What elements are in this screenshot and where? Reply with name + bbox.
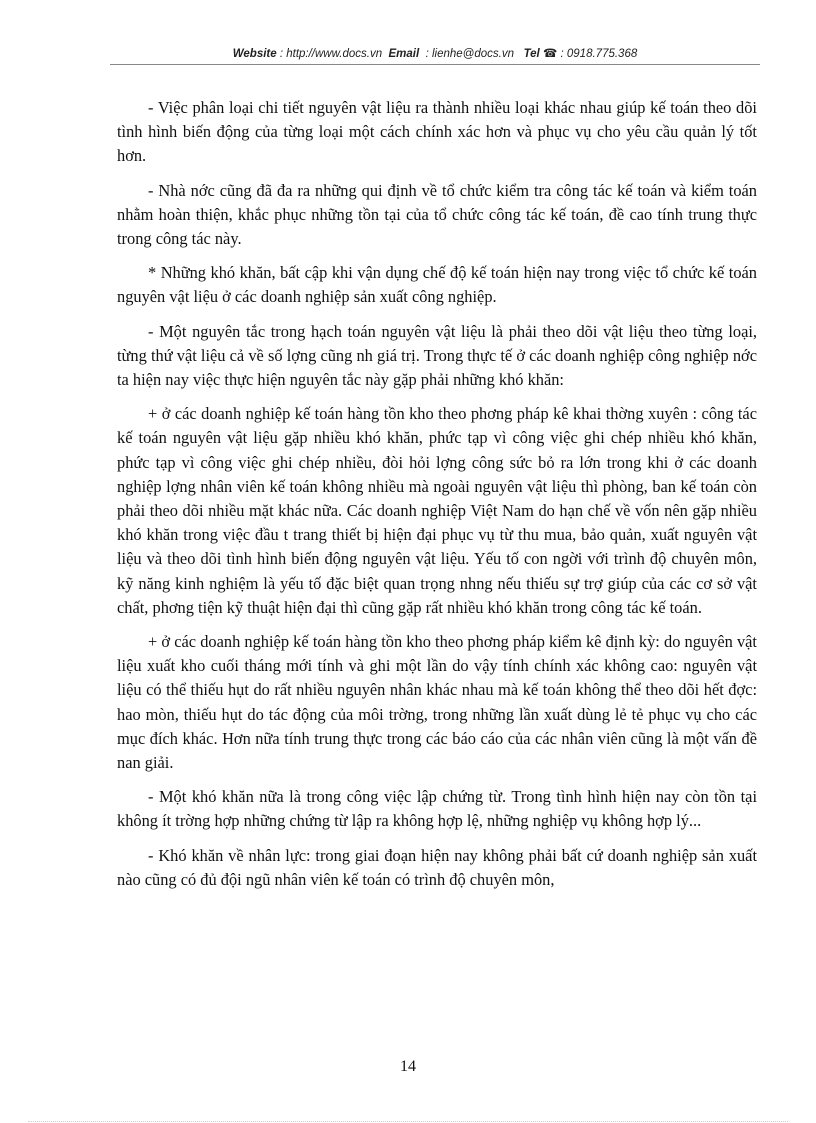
paragraph: + ở các doanh nghiệp kế toán hàng tồn kho theo phơng pháp kê khai thờng xuyên : công tác kế toán nguyên vật liệu gặp nhiều khó khăn, phức tạp vì công việc ghi chép nhiều khó khăn, phức tạp vì công việc ghi chép nhiều, đòi hỏi lợng công sức bỏ ra lớn trong khi ở các doanh nghiệp lợng nhân viên kế toán không nhiều mà ngoài nguyên vật liệu thì phòng, ban kế toán còn phải theo dõi nhiều mặt khác nữa. Các doanh nghiệp Việt Nam do hạn chế về vốn nên gặp nhiều khó khăn trong việc đầu t trang thiết bị hiện đại phục vụ từ thu mua, bảo quản, xuất nguyên vật liệu và theo dõi tình hình biến động nguyên vật liệu. Yếu tố con ngời với trình độ chuyên môn, kỹ năng kinh nghiệm là yếu tố đặc biệt quan trọng nhng nếu thiếu sự trợ giúp của các cơ sở vật chất, phơng tiện kỹ thuật hiện đại thì cũng gặp rất nhiều khó khăn trong công tác kế toán.	[117, 404, 757, 617]
paragraph: + ở các doanh nghiệp kế toán hàng tồn kho theo phơng pháp kiểm kê định kỳ: do nguyên vật liệu xuất kho cuối tháng mới tính và ghi một lần do vậy tính chính xác không cao: nguyên vật liệu có thể thiếu hụt do rất nhiều nguyên nhân khác nhau mà kế toán không thể theo dõi hết đợc: hao mòn, thiếu hụt do tác động của môi trờng, trong những lần xuất dùng lẻ tẻ phục vụ cho các mục đích khác. Hơn nữa tính trung thực trong các báo cáo của các nhân viên cũng là một vấn đề nan giải.	[117, 632, 757, 773]
telephone-icon: ☎	[542, 48, 558, 60]
footer-divider	[28, 1121, 788, 1122]
tel-value: 0918.775.368	[566, 48, 638, 60]
paragraph: * Những khó khăn, bất cập khi vận dụng chế độ kế toán hiện nay trong việc tổ chức kế toán nguyên vật liệu ở các doanh nghiệp sản xuất công nghiệp.	[117, 263, 757, 307]
page-header: Website : http://www.docs.vn Email : lienhe@docs.vn Tel ☎ : 0918.775.368	[232, 48, 638, 60]
email-value[interactable]: lienhe@docs.vn	[431, 48, 514, 60]
document-body	[117, 96, 757, 902]
paragraph: - Việc phân loại chi tiết nguyên vật liệu ra thành nhiều loại khác nhau giúp kế toán theo dõi tình hình biến động của từng loại một cách chính xác hơn và phục vụ cho yêu cầu quản lý tốt hơn.	[117, 98, 757, 166]
website-url[interactable]: http://www.docs.vn	[286, 48, 383, 60]
page-number: 14	[400, 1058, 416, 1075]
header-divider	[110, 64, 760, 65]
paragraph: - Một khó khăn nữa là trong công việc lập chứng từ. Trong tình hình hiện nay còn tồn tại không ít trờng hợp những chứng từ lập ra không hợp lệ, những nghiệp vụ không hợp lý...	[117, 787, 757, 831]
paragraph: - Nhà nớc cũng đã đa ra những qui định về tổ chức kiểm tra công tác kế toán và kiểm toán nhằm hoàn thiện, khắc phục những tồn tại của tổ chức công tác kế toán, đề cao tính trung thực trong công tác này.	[117, 180, 757, 249]
paragraph: - Khó khăn về nhân lực: trong giai đoạn hiện nay không phải bất cứ doanh nghiệp sản xuất nào cũng có đủ đội ngũ nhân viên kế toán có trình độ chuyên môn,	[117, 845, 757, 889]
tel-label: Tel	[523, 48, 540, 60]
paragraph: - Một nguyên tắc trong hạch toán nguyên vật liệu là phải theo dõi vật liệu theo từng loại, từng thứ vật liệu cả về số lợng cũng nh giá trị. Trong thực tế ở các doanh nghiệp công nghiệp nớc ta hiện nay việc thực hiện nguyên tắc này gặp phải những khó khăn:	[117, 321, 757, 390]
website-label: Website	[232, 48, 277, 60]
email-label: Email	[388, 48, 420, 60]
